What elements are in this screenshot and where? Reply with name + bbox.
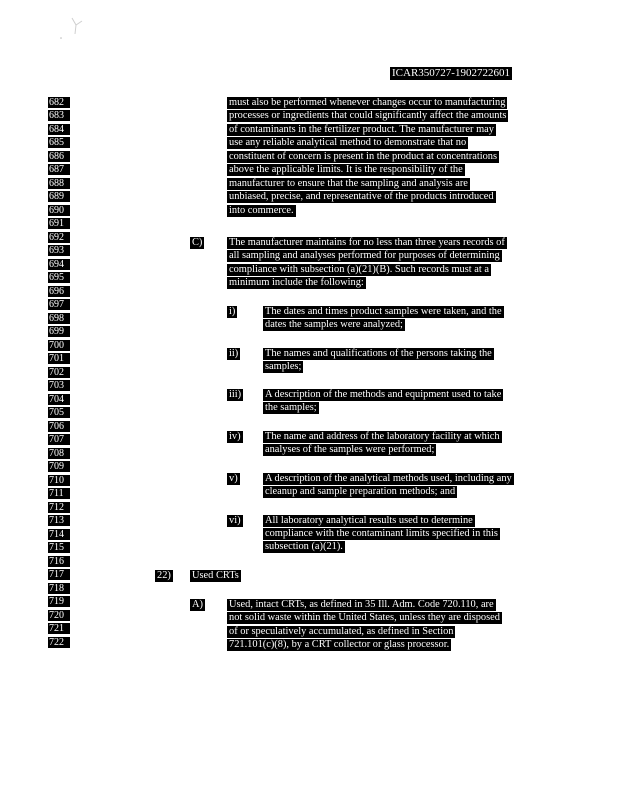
text-line: all sampling and analyses performed for purposes of determining [229, 250, 500, 261]
line-number: 721 [48, 623, 70, 634]
text-line: use any reliable analytical method to demonstrate that no [229, 137, 467, 148]
line-number: 716 [48, 556, 70, 567]
line-number: 712 [48, 502, 70, 513]
subitem-label: iv) [229, 431, 241, 442]
line-number: 702 [48, 367, 70, 378]
line-number: 710 [48, 475, 70, 486]
text-line: The manufacturer maintains for no less than three years records of [229, 237, 505, 248]
line-number: 689 [48, 191, 70, 202]
line-number: 684 [48, 124, 70, 135]
text-line: subsection (a)(21). [265, 541, 343, 552]
text-line: must also be performed whenever changes occur to manufacturing [229, 97, 506, 108]
subitem-label: v) [229, 473, 238, 484]
line-number: 718 [48, 583, 70, 594]
line-number: 692 [48, 232, 70, 243]
text-line: processes or ingredients that could significantly affect the amounts [229, 110, 507, 121]
line-number: 683 [48, 110, 70, 121]
scan-smudge [58, 16, 88, 42]
subitem-label: ii) [229, 348, 239, 359]
text-line: of or speculatively accumulated, as defined in Section [229, 626, 454, 637]
section-title: Used CRTs [192, 570, 239, 581]
line-number: 708 [48, 448, 70, 459]
section-label: 22) [157, 570, 171, 581]
text-line: of contaminants in the fertilizer product. The manufacturer may [229, 124, 494, 135]
line-number: 697 [48, 299, 70, 310]
line-number: 693 [48, 245, 70, 256]
subitem-label: vi) [229, 515, 241, 526]
line-number: 711 [48, 488, 70, 499]
line-number: 704 [48, 394, 70, 405]
document-id: ICAR350727-1902722601 [392, 67, 510, 79]
text-line: constituent of concern is present in the product at concentrations [229, 151, 498, 162]
line-number: 709 [48, 461, 70, 472]
text-line: analyses of the samples were performed; [265, 444, 435, 455]
line-number: 720 [48, 610, 70, 621]
text-line: All laboratory analytical results used to determine [265, 515, 473, 526]
line-number: 690 [48, 205, 70, 216]
line-number: 722 [48, 637, 70, 648]
item-label: A) [192, 599, 203, 610]
text-line: The dates and times product samples were taken, and the [265, 306, 502, 317]
text-line: the samples; [265, 402, 317, 413]
text-line: The names and qualifications of the persons taking the [265, 348, 492, 359]
text-line: manufacturer to ensure that the sampling and analysis are [229, 178, 468, 189]
subitem-label: iii) [229, 389, 242, 400]
line-number: 695 [48, 272, 70, 283]
line-number: 715 [48, 542, 70, 553]
text-line: dates the samples were analyzed; [265, 319, 403, 330]
line-number: 717 [48, 569, 70, 580]
line-number: 682 [48, 97, 70, 108]
line-number: 699 [48, 326, 70, 337]
line-number: 703 [48, 380, 70, 391]
line-number: 700 [48, 340, 70, 351]
line-number: 694 [48, 259, 70, 270]
line-number: 713 [48, 515, 70, 526]
line-number: 707 [48, 434, 70, 445]
line-number: 687 [48, 164, 70, 175]
text-line: above the applicable limits. It is the responsibility of the [229, 164, 463, 175]
text-line: minimum include the following: [229, 277, 364, 288]
line-number: 706 [48, 421, 70, 432]
text-line: compliance with subsection (a)(21)(B). Such records must at a [229, 264, 489, 275]
text-line: samples; [265, 361, 302, 372]
line-number: 701 [48, 353, 70, 364]
line-number: 686 [48, 151, 70, 162]
item-label: C) [192, 237, 203, 248]
text-line: unbiased, precise, and representative of the products introduced [229, 191, 494, 202]
text-line: not solid waste within the United States, unless they are disposed [229, 612, 500, 623]
line-number: 688 [48, 178, 70, 189]
text-line: cleanup and sample preparation methods; and [265, 486, 456, 497]
text-line: compliance with the contaminant limits specified in this [265, 528, 498, 539]
text-line: 721.101(c)(8), by a CRT collector or glass processor. [229, 639, 450, 650]
line-number: 698 [48, 313, 70, 324]
subitem-label: i) [229, 306, 236, 317]
text-line: A description of the analytical methods used, including any [265, 473, 512, 484]
line-number: 691 [48, 218, 70, 229]
line-number: 685 [48, 137, 70, 148]
line-number: 696 [48, 286, 70, 297]
text-line: into commerce. [229, 205, 294, 216]
line-number: 719 [48, 596, 70, 607]
text-line: Used, intact CRTs, as defined in 35 Ill. Adm. Code 720.110, are [229, 599, 494, 610]
text-line: The name and address of the laboratory facility at which [265, 431, 500, 442]
line-number: 714 [48, 529, 70, 540]
text-line: A description of the methods and equipment used to take [265, 389, 502, 400]
line-number: 705 [48, 407, 70, 418]
